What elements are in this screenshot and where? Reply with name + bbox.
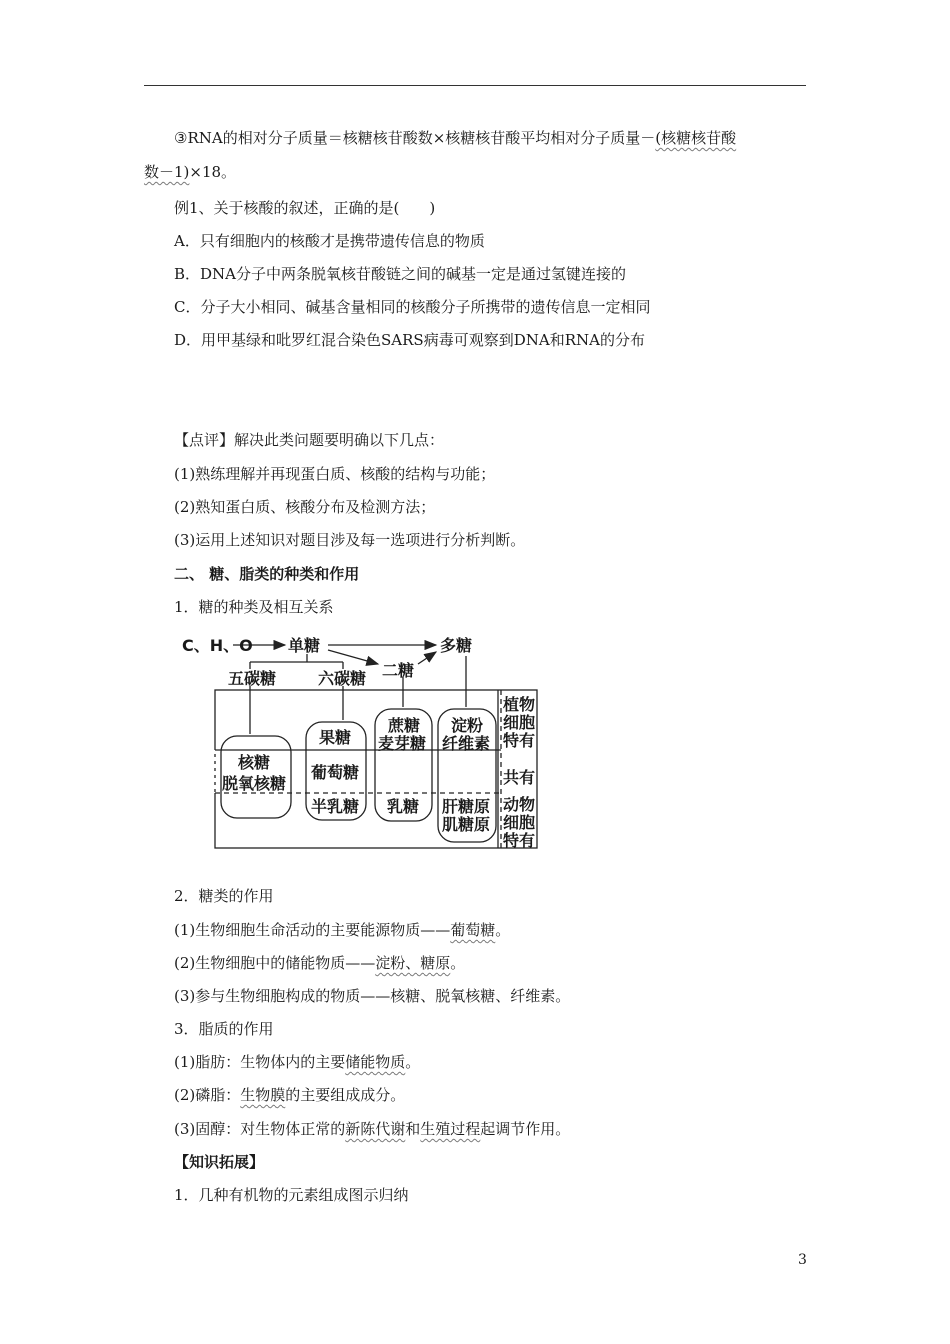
animal-label-3: 特有 xyxy=(503,831,536,850)
cellulose-label: 纤维素 xyxy=(442,734,491,753)
role-2 xyxy=(174,953,465,973)
role-text: 。 xyxy=(495,921,511,939)
lipid-underlined-text: 生物膜 xyxy=(240,1086,286,1104)
role-1 xyxy=(174,920,510,940)
lipid-text: (1)脂肪：生物体内的主要 xyxy=(174,1053,346,1071)
lipid-text: 起调节作用。 xyxy=(480,1120,571,1138)
starch-label: 淀粉 xyxy=(451,716,484,735)
poly-label: 多糖 xyxy=(440,636,473,655)
comment-point-1: (1)熟练理解并再现蛋白质、核酸的结构与功能； xyxy=(174,465,496,483)
extension-title: 【知识拓展】 xyxy=(174,1153,265,1171)
pentose-label: 五碳糖 xyxy=(228,669,277,688)
subsection-heading-2: 2．糖类的作用 xyxy=(174,887,274,905)
option-c: C．分子大小相同、碱基含量相同的核酸分子所携带的遗传信息一定相同 xyxy=(174,298,651,316)
ribose-label: 核糖 xyxy=(238,753,271,772)
subsection-heading-3: 3．脂质的作用 xyxy=(174,1020,274,1038)
lipid-underlined-text: 生殖过程 xyxy=(420,1120,481,1138)
lipid-text: 的主要组成成分。 xyxy=(285,1086,406,1104)
arrow-di-to-poly xyxy=(418,652,436,664)
fructose-label: 果糖 xyxy=(319,728,352,747)
lipid-1 xyxy=(174,1052,420,1072)
comment-point-2: (2)熟知蛋白质、核酸分布及检测方法； xyxy=(174,498,436,516)
comment-point-3: (3)运用上述知识对题目涉及每一选项进行分析判断。 xyxy=(174,531,526,549)
formula-line-2 xyxy=(144,162,236,182)
liver-glycogen-label: 肝糖原 xyxy=(442,797,491,816)
glucose-label: 葡萄糖 xyxy=(311,763,360,782)
header-rule xyxy=(144,85,806,86)
comment-title: 【点评】解决此类问题要明确以下几点： xyxy=(174,431,445,449)
option-d: D．用甲基绿和吡罗红混合染色SARS病毒可观察到DNA和RNA的分布 xyxy=(174,331,645,349)
lactose-label: 乳糖 xyxy=(387,797,420,816)
di-label: 二糖 xyxy=(382,661,415,680)
plant-label-1: 植物 xyxy=(503,695,536,714)
animal-label-1: 动物 xyxy=(503,795,536,814)
animal-label-2: 细胞 xyxy=(503,813,536,832)
deoxyribose-label: 脱氧核糖 xyxy=(222,774,287,793)
formula-text: ×18。 xyxy=(189,163,237,181)
role-text: (2)生物细胞中的储能物质—— xyxy=(174,954,376,972)
formula-line-1 xyxy=(174,128,736,148)
lipid-underlined-text: 新陈代谢 xyxy=(345,1120,406,1138)
extension-item-1: 1．几种有机物的元素组成图示归纳 xyxy=(174,1186,409,1204)
formula-text: ③RNA的相对分子质量＝核糖核苷酸数×核糖核苷酸平均相对分子质量－ xyxy=(174,129,656,147)
lipid-text: 。 xyxy=(405,1053,421,1071)
mono-branch-lines xyxy=(250,654,343,669)
role-text: (1)生物细胞生命活动的主要能源物质—— xyxy=(174,921,451,939)
formula-underlined-text: 数－1) xyxy=(144,163,190,181)
elements-label: C、H、O xyxy=(182,636,253,655)
lipid-underlined-text: 储能物质 xyxy=(345,1053,406,1071)
lipid-2 xyxy=(174,1085,405,1105)
lipid-text: (3)固醇：对生物体正常的 xyxy=(174,1120,346,1138)
subsection-heading-1: 1．糖的种类及相互关系 xyxy=(174,598,334,616)
option-a: A．只有细胞内的核酸才是携带遗传信息的物质 xyxy=(174,232,485,250)
page-number: 3 xyxy=(798,1252,807,1268)
lipid-text: (2)磷脂： xyxy=(174,1086,241,1104)
sucrose-label: 蔗糖 xyxy=(388,716,421,735)
example-stem: 例1、关于核酸的叙述，正确的是( ) xyxy=(174,199,436,217)
role-underlined-text: 淀粉、糖原 xyxy=(375,954,451,972)
role-3: (3)参与生物细胞构成的物质——核糖、脱氧核糖、纤维素。 xyxy=(174,987,571,1005)
maltose-label: 麦芽糖 xyxy=(378,734,427,753)
lipid-text: 和 xyxy=(405,1120,421,1138)
sugar-relationship-diagram xyxy=(178,628,542,853)
lipid-3 xyxy=(174,1119,570,1139)
muscle-glycogen-label: 肌糖原 xyxy=(442,815,491,834)
galactose-label: 半乳糖 xyxy=(311,797,360,816)
mono-label: 单糖 xyxy=(288,636,321,655)
option-b: B．DNA分子中两条脱氧核苷酸链之间的碱基一定是通过氢键连接的 xyxy=(174,265,627,283)
plant-label-2: 细胞 xyxy=(503,713,536,732)
common-label: 共有 xyxy=(503,768,536,787)
role-text: 。 xyxy=(450,954,466,972)
hexose-label: 六碳糖 xyxy=(318,669,367,688)
section-heading: 二、 糖、脂类的种类和作用 xyxy=(174,565,360,583)
formula-underlined-text: (核糖核苷酸 xyxy=(655,129,737,147)
plant-label-3: 特有 xyxy=(503,731,536,750)
role-underlined-text: 葡萄糖 xyxy=(450,921,496,939)
